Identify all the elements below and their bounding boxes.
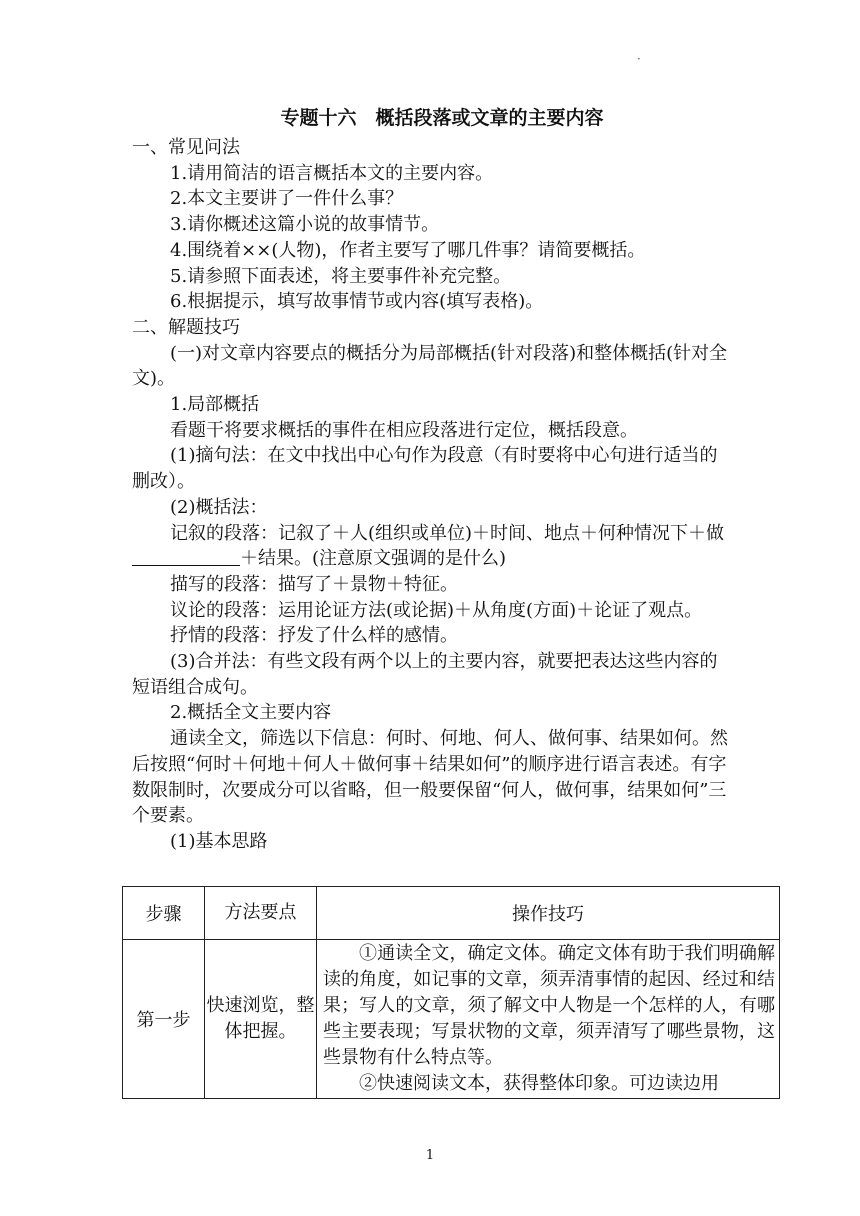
section-heading: 一、常见问法 [132, 137, 240, 158]
page-number: 1 [425, 1148, 435, 1163]
header-cell: 操作技巧 [317, 887, 780, 940]
method-table [122, 886, 780, 1099]
top-mark: · [637, 52, 641, 66]
paragraph: 议论的段落：运用论证方法(或论据)＋从角度(方面)＋论证了观点。 [170, 599, 703, 621]
tip-paragraph: ①通读全文，确定文体。确定文体有助于我们明确解读的角度，如记事的文章，须弄清事情的起因、经过和结果；写人的文章，须了解文中人物是一个怎样的人，有哪些主要表现；写景状物的文章，须弄清写了哪些景物，这些景物有什么特点等。 [323, 943, 775, 1068]
paragraph: (2)概括法： [170, 496, 268, 518]
text-segment: ＋结果。(注意原文强调的是什么) [240, 548, 507, 570]
table-header-row [123, 887, 780, 940]
paragraph: (一)对文章内容要点的概括分为局部概括(针对段落)和整体概括(针对全文)。 [132, 342, 728, 390]
paragraph: 看题干将要求概括的事件在相应段落进行定位，概括段意。 [170, 419, 638, 441]
paragraph: 描写的段落：描写了＋景物＋特征。 [170, 573, 458, 595]
paragraph: (3)合并法：有些文段有两个以上的主要内容，就要把表达这些内容的短语组合成句。 [132, 651, 718, 698]
question-item: 4.围绕着××(人物)，作者主要写了哪几件事？请简要概括。 [170, 239, 646, 261]
question-item: 2.本文主要讲了一件什么事？ [170, 188, 404, 210]
section-heading: 二、解题技巧 [132, 316, 240, 338]
subheading: (1)基本思路 [170, 830, 268, 852]
paragraph: 抒情的段落：抒发了什么样的感情。 [170, 625, 458, 647]
header-cell: 方法要点 [205, 887, 317, 940]
table-row [123, 940, 780, 1099]
header-cell: 步骤 [123, 887, 205, 940]
document-body [132, 103, 732, 855]
question-item: 6.根据提示，填写故事情节或内容(填写表格)。 [170, 291, 544, 313]
text-segment: 记叙的段落：记叙了＋人(组织或单位)＋时间、地点＋何种情况下＋做 [170, 522, 725, 544]
tip-paragraph: ②快速阅读文本，获得整体印象。可边读边用 [359, 1073, 719, 1094]
paragraph: (1)摘句法：在文中找出中心句作为段意（有时要将中心句进行适当的删改）。 [132, 445, 718, 493]
paragraph [132, 521, 732, 572]
subheading: 2.概括全文主要内容 [170, 702, 332, 724]
question-item: 5.请参照下面表述，将主要事件补充完整。 [170, 265, 512, 287]
step-cell: 第一步 [123, 940, 205, 1099]
paragraph: 通读全文，筛选以下信息：何时、何地、何人、做何事、结果如何。然后按照“何时＋何地＋何人＋做何事＋结果如何”的顺序进行语言表述。有字数限制时，次要成分可以省略，但一般要保留“何人，做何事，结果如何”三个要素。 [132, 728, 728, 827]
tips-cell [317, 940, 780, 1099]
fill-in-blank [132, 547, 240, 566]
subheading: 1.局部概括 [170, 394, 260, 416]
page-title: 专题十六 概括段落或文章的主要内容 [280, 107, 604, 129]
method-cell: 快速浏览，整体把握。 [205, 940, 317, 1099]
question-item: 1.请用简洁的语言概括本文的主要内容。 [170, 162, 494, 184]
question-item: 3.请你概述这篇小说的故事情节。 [170, 214, 440, 236]
